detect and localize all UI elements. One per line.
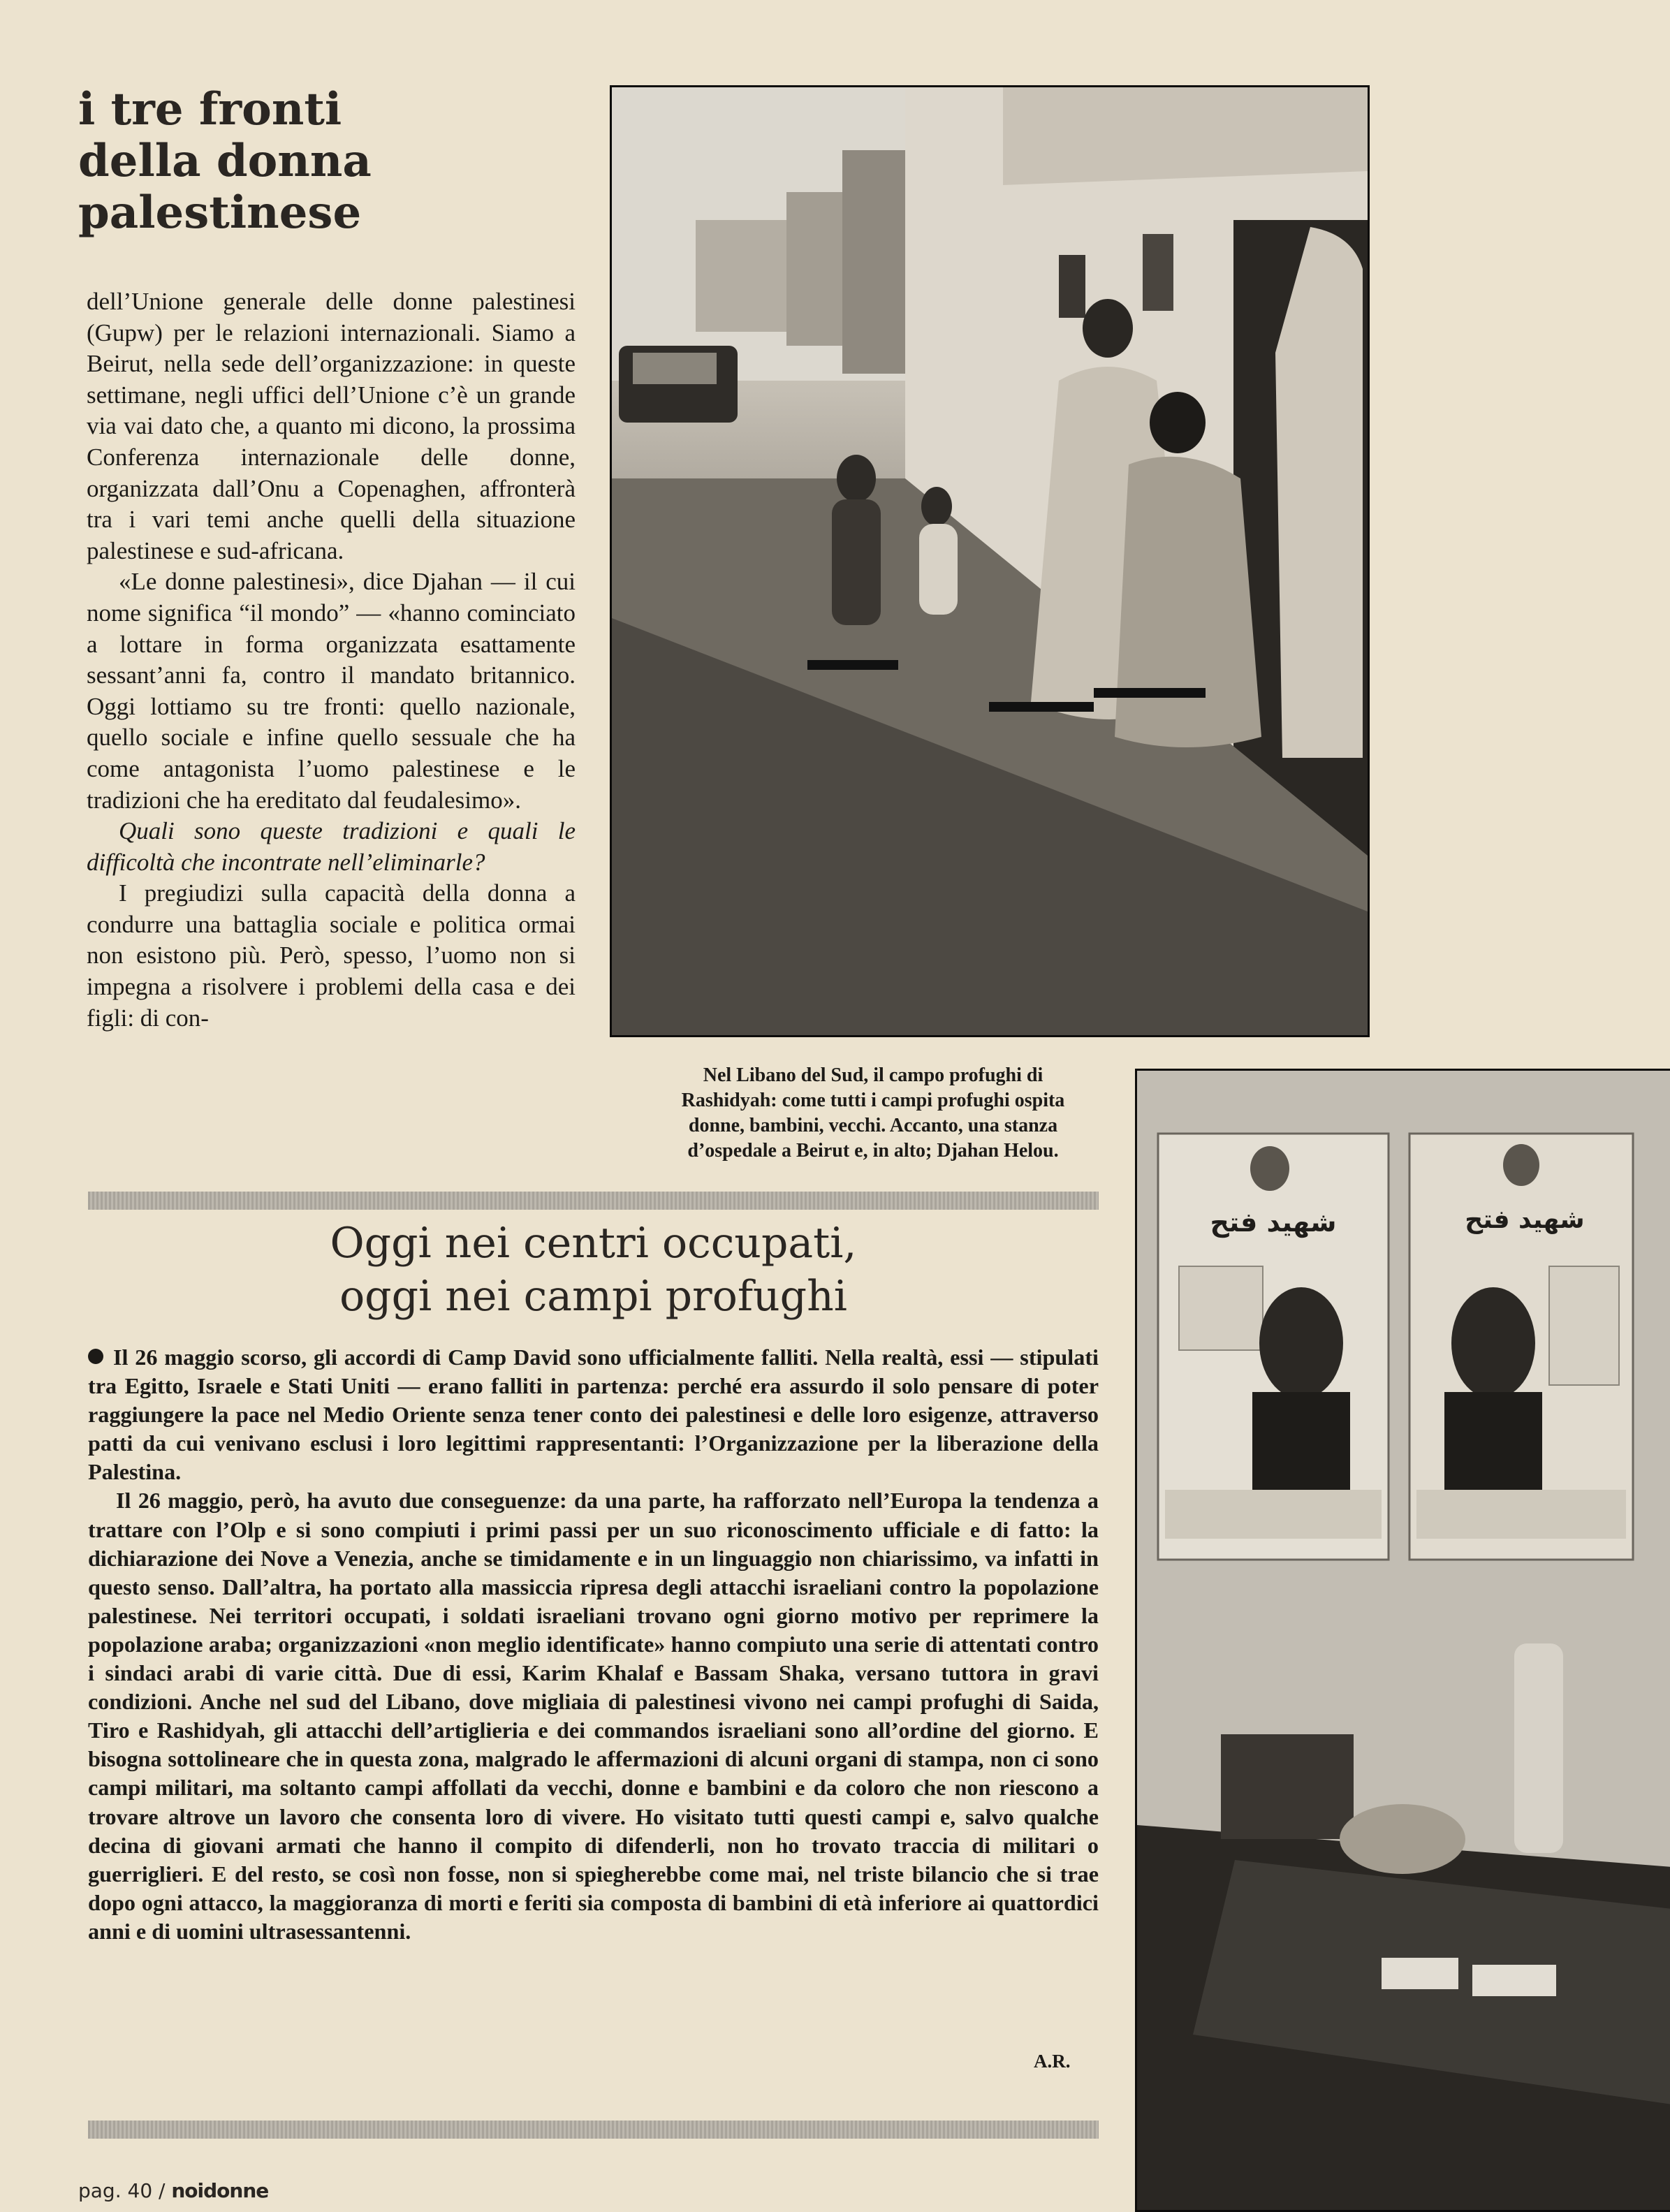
interview-question: Quali sono queste tradizioni e quali le difficoltà che incontrate nell’eliminarle? — [87, 817, 576, 876]
page-number: pag. 40 / — [78, 2179, 166, 2202]
intro-paragraph-2: «Le donne palestinesi», dice Djahan — il cui nome significa “il mondo” — «hanno cominciato a lottare in forma organizzata esattamente sessant’anni fa, contro il mandato britannico. Oggi lottiamo su tre fronti: quello nazionale, quello sociale e infine quello sessuale che ha come antagonista l’uomo palestinese e le tradizioni che ha ereditato dal feudalesimo». — [87, 568, 576, 814]
box-bottom-band — [88, 2121, 1099, 2139]
box-title-line-2: oggi nei campi profughi — [339, 1272, 847, 1321]
hospital-room-photo — [1135, 1069, 1670, 2212]
box-title — [88, 1217, 1099, 1323]
caption-line-2: Rashidyah: come tutti i campi profughi ospita — [681, 1090, 1065, 1111]
photo-caption — [632, 1063, 1114, 1164]
refugee-camp-scene — [612, 87, 1368, 1035]
box-title-line-1: Oggi nei centri occupati, — [330, 1219, 857, 1268]
intro-paragraph-4: I pregiudizi sulla capacità della donna a condurre una battaglia sociale e politica ormai non esistono più. Però, spesso, l’uomo non si impegna a risolvere i problemi della casa e dei figli: di con- — [87, 879, 576, 1032]
page-footer — [78, 2179, 268, 2202]
hospital-room-scene — [1137, 1071, 1670, 2210]
martyr-poster-2 — [1409, 1134, 1633, 1560]
headline-line-2: della donna — [78, 135, 372, 187]
intro-column — [87, 286, 576, 1034]
intro-paragraph-1: dell’Unione generale delle donne palestinesi (Gupw) per le relazioni internazionali. Siamo a Beirut, nella sede dell’organizzazione: in queste settimane, negli uffici dell’Unione c’è un grande via vai dato che, a quanto mi dicono, la prossima Conferenza internazionale delle donne, organizzata dall’Onu a Copenaghen, affronterà tra i vari temi anche quelli della situazione palestinese e sud-africana. — [87, 288, 576, 564]
bullet-icon — [88, 1349, 103, 1364]
headline-line-3: palestinese — [78, 186, 362, 239]
martyr-poster-1 — [1158, 1134, 1389, 1560]
box-paragraph-1-text: Il 26 maggio scorso, gli accordi di Camp David sono ufficialmente falliti. Nella realtà, essi — stipulati tra Egitto, Israele e Stati Uniti — erano falliti in partenza: perché era assurdo il solo pensare di poter raggiungere la pace nel Medio Oriente senza tener conto dei palestinesi e delle loro esigenze, attraverso patti da cui venivano esclusi i loro legittimi rappresentanti: l’Organizzazione per la liberazione della Palestina. — [88, 1345, 1099, 1485]
caption-line-4: d’ospedale a Beirut e, in alto; Djahan Helou. — [687, 1140, 1059, 1162]
box-top-band — [88, 1192, 1099, 1210]
author-initials: A.R. — [1034, 2051, 1071, 2072]
poster-2-title: شهيد فتح — [1465, 1206, 1585, 1234]
refugee-camp-photo — [610, 85, 1370, 1037]
box-article — [88, 1343, 1099, 1946]
caption-line-3: donne, bambini, vecchi. Accanto, una stanza — [688, 1115, 1058, 1136]
poster-1-title: شهيد فتح — [1210, 1207, 1337, 1238]
box-paragraph-2: Il 26 maggio, però, ha avuto due conseguenze: da una parte, ha rafforzato nell’Europa la tendenza a trattare con l’Olp e si sono compiuti i primi passi per un suo riconoscimento ufficiale e di fatto: la dichiarazione dei Nove a Venezia, anche se timidamente e in un linguaggio non chiarissimo, va infatti in questo senso. Dall’altra, ha portato alla massiccia ripresa degli attacchi israeliani contro la popolazione palestinese. Nei territori occupati, i soldati israeliani trovano ogni giorno motivo per reprimere la popolazione araba; organizzazioni «non meglio identificate» hanno compiuto una serie di attentati contro i sindaci arabi di varie città. Due di essi, Karim Khalaf e Bassam Shaka, versano tuttora in gravi condizioni. Anche nel sud del Libano, dove migliaia di palestinesi vivono nei campi profughi di Saida, Tiro e Rashidyah, gli attacchi dell’artiglieria e dei commandos israeliani sono all’ordine del giorno. E bisogna sottolineare che in questa zona, malgrado le affermazioni di alcuni organi di stampa, non ci sono campi militari, ma soltanto campi affollati da vecchi, donne e bambini e da coloro che non riescono a trovare altrove un lavoro che consenta loro di vivere. Ho visitato tutti questi campi e, salvo qualche decina di giovani armati che hanno il compito di difenderli, non ho trovato traccia di militari o guerriglieri. E del resto, se così non fosse, non si spiegherebbe come mai, nel triste bilancio che si trae dopo ogni attacco, la maggioranza di morti e feriti sia composta di bambini di età inferiore ai quattordici anni e di uomini ultrasessantenni. — [88, 1488, 1099, 1944]
magazine-name: noidonne — [171, 2179, 269, 2202]
headline-line-1: i tre fronti — [78, 83, 342, 135]
article-headline — [78, 84, 567, 239]
caption-line-1: Nel Libano del Sud, il campo profughi di — [703, 1064, 1043, 1086]
box-paragraph-1 — [88, 1343, 1099, 1486]
